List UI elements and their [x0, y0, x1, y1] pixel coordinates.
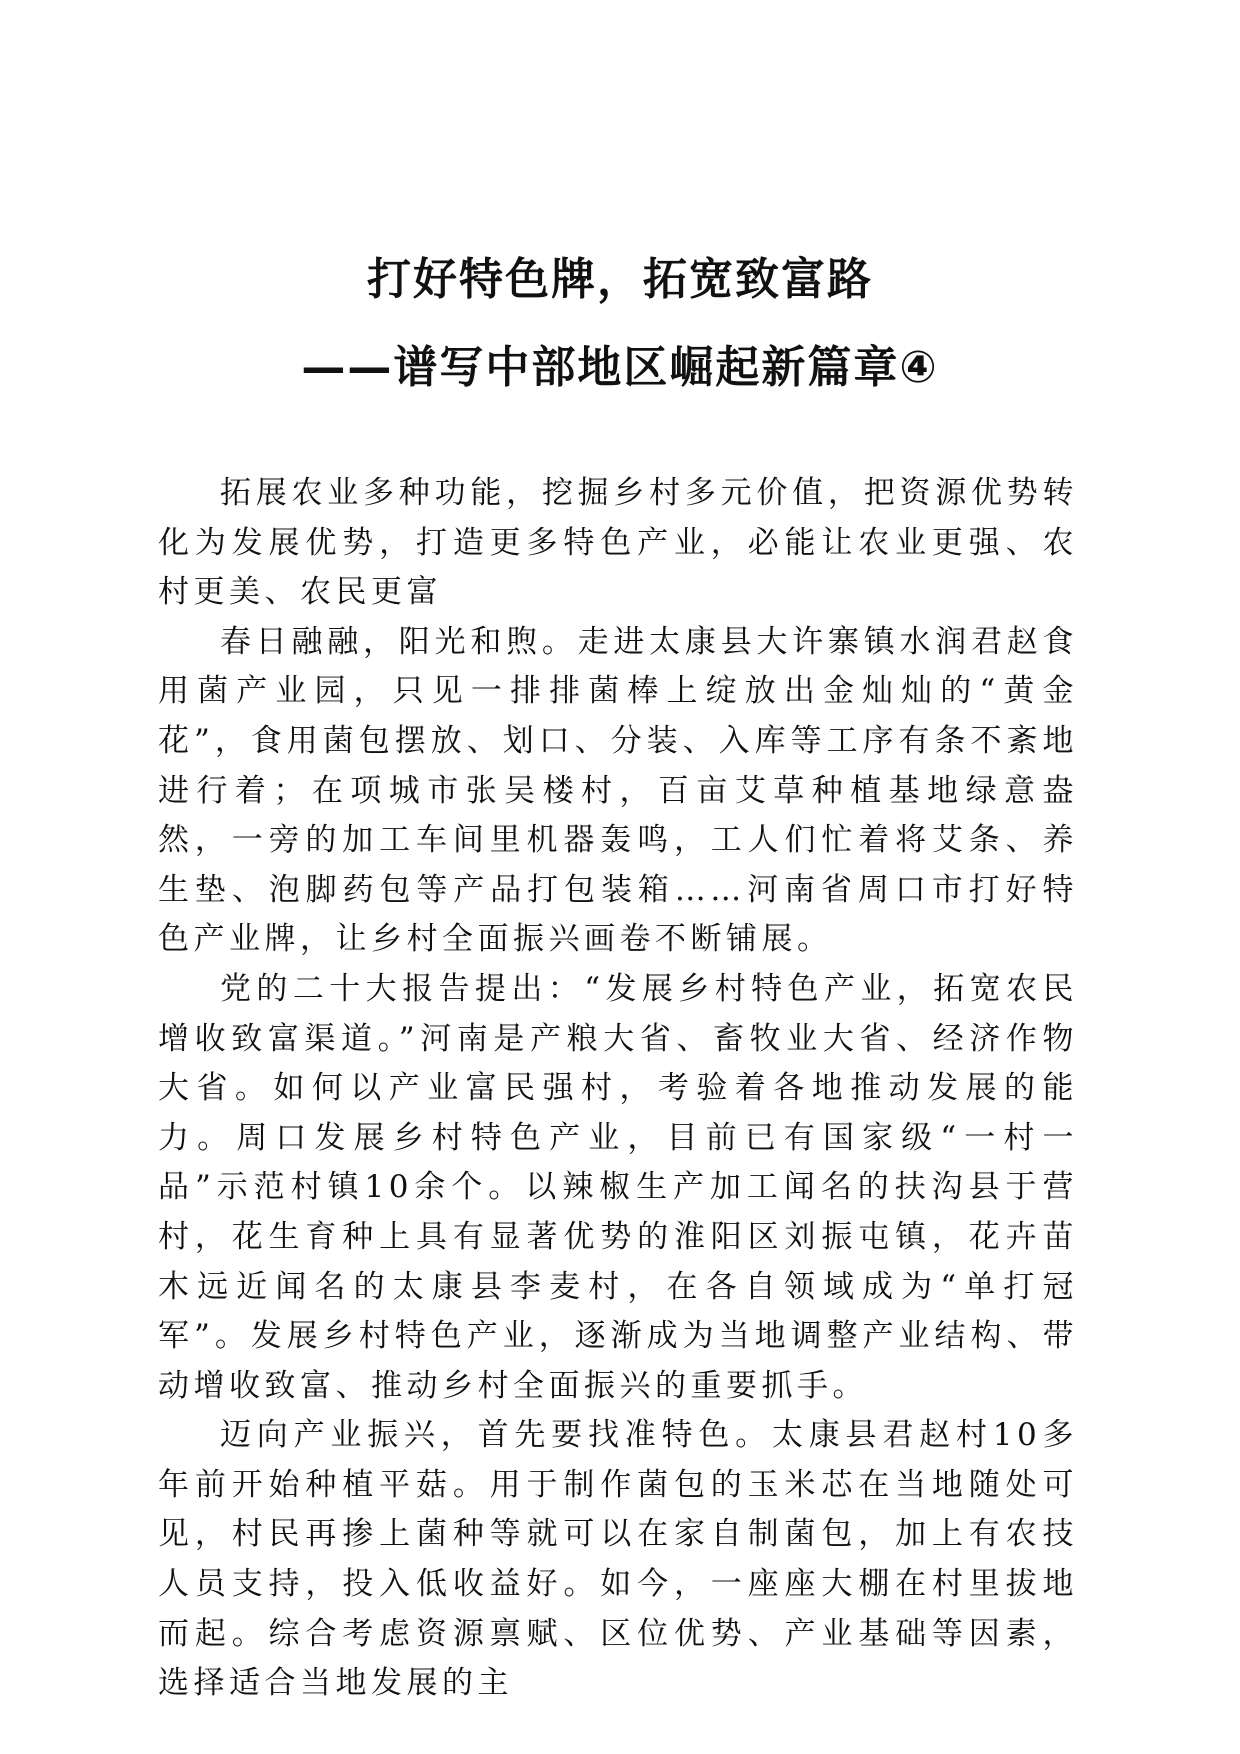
paragraph: 党的二十大报告提出：“发展乡村特色产业，拓宽农民增收致富渠道。”河南是产粮大省、畜牧业大省、经济作物大省。如何以产业富民强村，考验着各地推动发展的能力。周口发展乡村特色产业，目前已有国家级“一村一品”示范村镇10余个。以辣椒生产加工闻名的扶沟县于营村，花生育种上具有显著优势的淮阳区刘振屯镇，花卉苗木远近闻名的太康县李麦村，在各自领域成为“单打冠军”。发展乡村特色产业，逐渐成为当地调整产业结构、带动增收致富、推动乡村全面振兴的重要抓手。 [158, 970, 1078, 1404]
title-block [120, 250, 1120, 398]
article-title: 打好特色牌，拓宽致富路 [367, 254, 873, 305]
article-body [158, 469, 1078, 1709]
paragraph: 春日融融，阳光和煦。走进太康县大许寨镇水润君赵食用菌产业园，只见一排排菌棒上绽放出金灿灿的“黄金花”，食用菌包摆放、划口、分装、入库等工序有条不紊地进行着；在项城市张吴楼村，百亩艾草种植基地绿意盎然，一旁的加工车间里机器轰鸣，工人们忙着将艾条、养生垫、泡脚药包等产品打包装箱……河南省周口市打好特色产业牌，让乡村全面振兴画卷不断铺展。 [158, 623, 1078, 958]
paragraph: 迈向产业振兴，首先要找准特色。太康县君赵村10多年前开始种植平菇。用于制作菌包的玉米芯在当地随处可见，村民再掺上菌种等就可以在家自制菌包，加上有农技人员支持，投入低收益好。如今，一座座大棚在村里拔地而起。综合考虑资源禀赋、区位优势、产业基础等因素，选择适合当地发展的主 [158, 1417, 1078, 1702]
paragraph: 拓展农业多种功能，挖掘乡村多元价值，把资源优势转化为发展优势，打造更多特色产业，必能让农业更强、农村更美、农民更富 [158, 475, 1078, 611]
article-subtitle: ——谱写中部地区崛起新篇章④ [301, 342, 939, 393]
